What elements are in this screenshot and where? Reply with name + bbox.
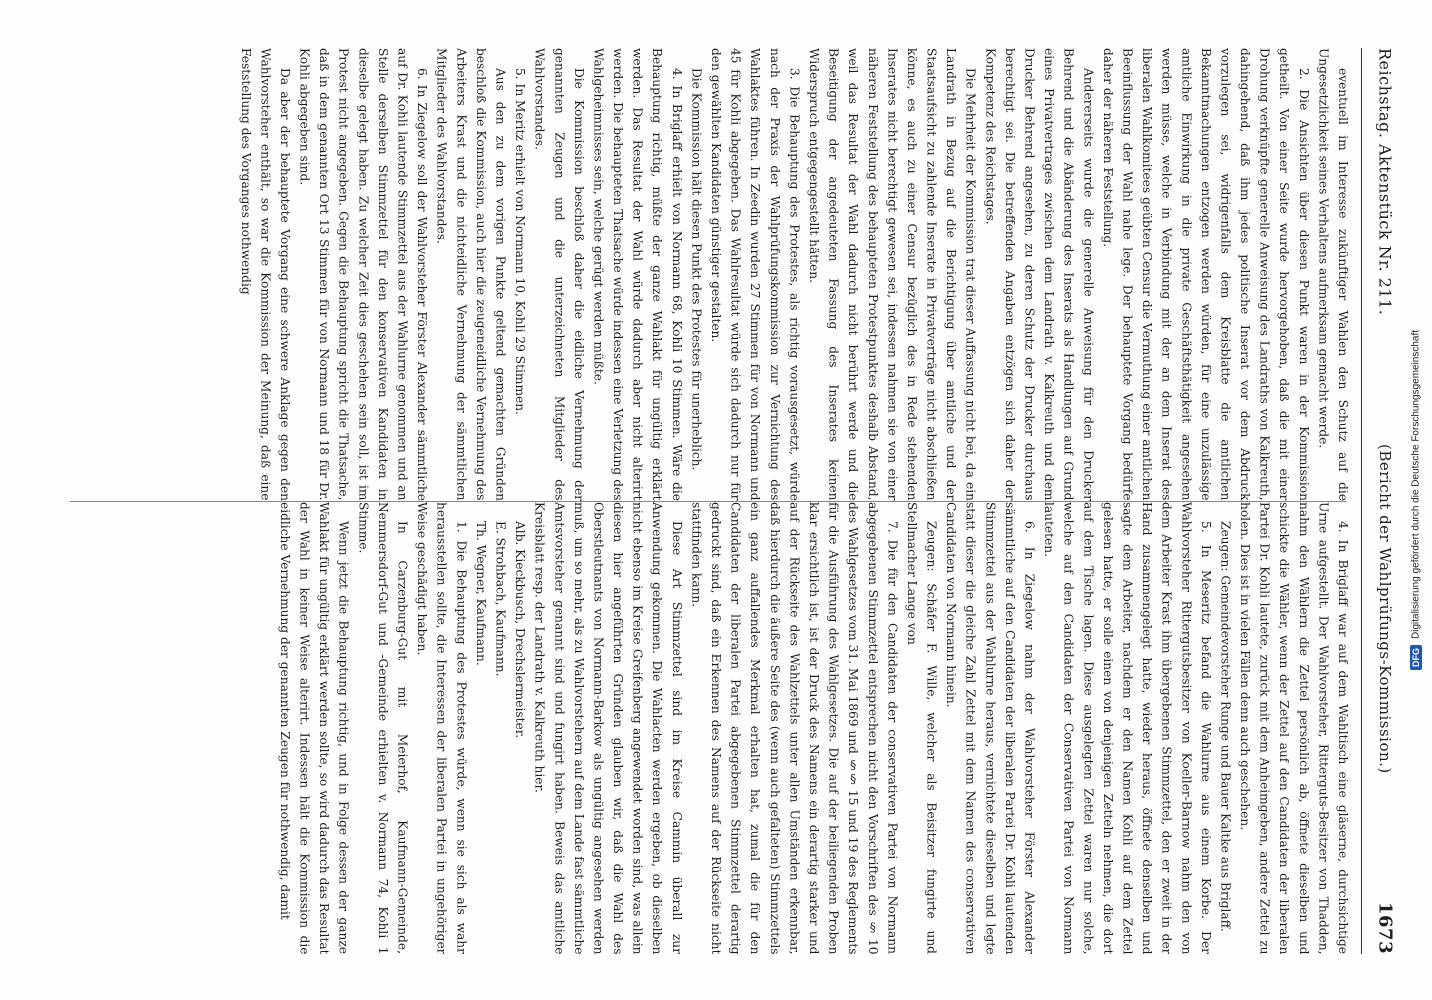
paragraph: Zeugen: Schäfer F. Wille, welcher als Beisitzer fungirte und Stellmacher Lange von: [904, 501, 939, 954]
paragraph: 6. In Ziegelow soll der Wahlvorsteher Förster Alexander sämmtliche auf Dr. Kohli lautende Stimmzettel aus der Wahlurne genommen und an Stelle derselben Stimmzettel für den konservativen Kandidaten in dieselbe gelegt haben. Zu welcher Zeit dies geschehen sein soll, ist im Protest nicht angegeben. Gegen die Behauptung spricht die Thatsache, daß in dem genannten Ort 13 Stimmen für von Normann und 18 für Dr. Kohli abgegeben sind.: [297, 48, 430, 501]
text-columns: [62, 48, 1354, 954]
paragraph: 3. Die Behauptung des Protestes, als richtig vorausgesetzt, würde nach der Praxis der Wahlprüfungskommission zur Vernichtung des Wahlaktes führen. In Zeedin wurden 27 Stimmen für von Normann und 45 für Kohli abgegeben. Das Wahlresultat würde sich dadurch nur für den gewählten Kandidaten günstiger gestalten.: [709, 48, 802, 501]
paragraph: 5. In Meseritz befand die Wahlurne aus einem Korbe. Der Wahlvorsteher Rittergutsbesitzer von Koeller-Barnow nahm den von dem Arbeiter Krast ihm übergebenen Stimmzettel, den er zweit in der Hand zusammengelegt hatte, wieder heraus, öffnete denselben und sagte dem Arbeiter, nachdem er den Namen Kohli auf dem Zettel gelesen hatte, er solle einen von denjenigen Zetteln nehmen, die dort auf dem Tische lagen. Diese ausgelegten Zettel waren nur solche, welche auf den Candidaten der Conservativen Partei von Normann lauteten.: [1042, 501, 1213, 954]
paragraph: 4. In Briglaff erhielt von Normann 68, Kohli 10 Stimmen. Wäre die Behauptung richtig, müßte der ganze Wahlakt für ungültig erklärt werden. Das Resultat der Wahl würde dadurch aber nicht alterirt werden. Die behaupteten Thatsache würde indessen eine Verletzung des Wahlgeheimnisses sein, welche gerügt werden müßte.: [591, 48, 684, 501]
text-column-right: [62, 48, 1354, 501]
paragraph: 1. Die Behauptung des Protestes würde, wenn sie sich als wahr herausstellen sollte, die Interessen der liberalen Partei in ungehöriger Weise geschädigt haben.: [415, 501, 469, 954]
paragraph: Die Mehrheit der Kommission trat dieser Auffassung nicht bei, da ein Landrath in Bezug auf die Berichtigung über amtliche und der Staatsaufsicht zu zahlende Inserate in Privatverträge nicht abschließen könne, es auch zu einer Censur bezüglich des in Rede stehenden Inserates nicht berechtigt gewesen sei, indessen nahmen sie von einer näheren Feststellung des behaupteten Protestpunktes deshalb Abstand, weil das Resultat der Wahl dadurch nicht berührt werde und die Beseitigung der angedeuteten Fassung des Inserates keinen Widerspruch entgegengestellt hätten.: [806, 48, 978, 501]
digitization-credit-text: Digitalisierung gefördert durch die Deutsche Forschungsgemeinschaft: [1410, 329, 1422, 640]
paragraph: Alb. Kieckbusch, Drechslermeister.: [513, 521, 528, 739]
paragraph: Wenn jetzt die Behauptung richtig, und in Folge dessen der ganze Wahlakt für ungültig erklärt werden sollte, so wird dadurch das Resultat der Wahl in keiner Weise alterirt. Indessen hält die Kommission die eidliche Vernehmung der genannten Zeugen für nothwendig, damit: [277, 501, 351, 954]
header-rule: [1361, 48, 1362, 954]
paragraph: 7. Die für den Candidaten der conservativen Partei von Normann abgegebenen Stimmzettel entsprechen nicht den Vorschriften des § 10 des Wahlgesetzes vom 31. Mai 1869 und §§ 15 und 19 des Reglements für die Ausführung des Wahlgesetzes. Die auf der beiliegenden Proben klar ersichtlich ist, ist der Druck des Namens ein derartig starker und auf der Rückseite des Wahlzettels unter allen Umständen erkennbar, daß hierdurch die äußere Seite des (wenn auch gefalteten) Stimmzettels ein ganz auffallendes Merkmal erhalten hat, zumal die für den Candidaten der liberalen Partei abgegebenen Stimmzettel derartig gedruckt sind, daß ein Erkennen des Namens auf der Rückseite nicht stattfinden kann.: [689, 501, 900, 954]
paragraph: Diese Art Stimmzettel sind im Kreise Cammin überall zur Anwendung gekommen. Die Wahlacten werden ergeben, ob dieselben nicht ebenso im Kreise Greifenberg angewendet worden sind, was allein diesen hier angeführten Gründen glauben wir, daß die Wahl des Oberstleutnants von Normann-Barkow als ungültig angesehen werden muß, um so mehr, als zu Wahlvorstehern auf dem Lande fast sämmtliche Amtsvorsteher genannt sind und fungirt haben. Beweis das amtliche Kreisblatt resp. der Landrath v. Kalkreuth hier.: [532, 501, 684, 954]
paragraph: Zeugen: Gemeindevorsteher Runge und Bauer Kaltke aus Briglaff.: [1218, 521, 1233, 932]
paragraph: 6. In Ziegelow nahm der Wahlvorsteher Förster Alexander sämmtliche auf den Candidaten der liberalen Partei Dr. Kohli lautenden Stimmzettel aus der Wahlurne heraus, vernichtete dieselben und legte statt dieser die gleiche Zahl Zettel mit dem Namen des conservativen Candidaten von Normann hinein.: [944, 501, 1037, 954]
paragraph: 5. In Meritz erhielt von Normann 10, Kohli 29 Stimmen.: [513, 67, 528, 415]
paragraph: 4. In Briglaff war auf dem Wahltisch eine gläserne, durchsichtige Urne aufgestellt. Der Wahlvorsteher, Ritterguts-Besitzer von Thadden, nahm den Wählern die Zettel persönlich ab, öffnete dieselben und schickte die Wähler, wenn der Zettel auf den Candidaten der liberalen Partei Dr. Kohli lautete, zurück mit dem Anheimgeben, andere Zettel zu holen. Dies ist in vielen Fällen denn auch geschehen.: [1238, 501, 1350, 954]
paragraph: Die Kommission hält diesen Punkt des Protestes für unerheblich.: [689, 67, 704, 470]
paragraph: eventuell im Interesse zukünftiger Wahlen den Schutz auf die Ungesetzlichkeit seines Verhaltens aufmerksam gemacht werde.: [1316, 48, 1350, 501]
running-head-title: (Bericht der Wahlprüfungs-Kommission.): [1376, 443, 1394, 774]
paragraph: Th. Wegner, Kaufmann.: [473, 521, 488, 666]
dfg-logo: DFG: [1410, 645, 1422, 670]
document-page: [62, 48, 1402, 954]
paragraph: E. Strohbach, Kaufmann.: [493, 521, 508, 677]
paragraph: Die Kommission beschloß daher die eidliche Vernehmung der genannten Zeugen und die unterzeichneten Mitglieder des Wahlvorstandes.: [532, 48, 586, 501]
digitization-credit: [1404, 0, 1428, 1000]
text-column-left: [62, 502, 1354, 955]
paragraph: 2. Die Ansichten über diesen Punkt waren in der Kommission getheilt. Von einer Seite wurde hervorgehoben, daß die mit einer Drohung verknüpfte generelle Anweisung des Landraths von Kalkreuth, dahingehend, daß ihm jedes politische Inserat vor dem Abdruck vorzulegen sei, widrigenfalls dem Kreisblatte die amtlichen Bekanntmachungen entzogen werden würden, für eine unzulässige amtliche Einwirkung in die private Geschäftsthätigkeit angesehen werden müsse, welche in Verbindung mit der an dem Inserat des liberalen Wahlkomitees geübten Censur die Vermuthung einer amtlichen Beeinflussung der Wahl nahe lege. Der behauptete Vorgang bedürfe daher der näheren Feststellung.: [1100, 48, 1311, 501]
paragraph: Andererseits wurde die generelle Anweisung für den Drucker Behrend und die Abänderung des Inserats als Handlungen auf Grund eines Privatvertrages zwischen dem Landrath v. Kalkreuth und dem Drucker Behrend angesehen, zu deren Schutz der Drucker durchaus berechtigt sei. Die betreffenden Angaben entzögen sich daher der Kompetenz des Reichstages.: [983, 48, 1096, 501]
page-number: 1673: [1374, 901, 1396, 954]
running-head: [1368, 48, 1402, 954]
paragraph: Da aber der behauptete Vorgang eine schwere Anklage gegen den Wahlvorsteher enthält, so war die Kommission der Meinung, daß eine Feststellung des Vorganges nothwendig: [238, 48, 292, 501]
paragraph: Aus den zu dem vorigen Punkte geltend gemachten Gründen beschloß die Kommission, auch hier die zeugeneidliche Vernehmung des Arbeiters Krast und die nichteidliche Vernehmung der sämmtlichen Mitglieder des Wahlvorstandes.: [434, 48, 508, 501]
running-head-left: Reichstag. Aktenstück Nr. 211.: [1375, 48, 1395, 316]
paragraph: In Carzenburg-Gut mit Meierhof, Kaufmann-Gemeinde, Nemmersdorf-Gut und -Gemeinde erhielten v. Normann 74, Kohli 1 Stimme.: [356, 501, 410, 954]
